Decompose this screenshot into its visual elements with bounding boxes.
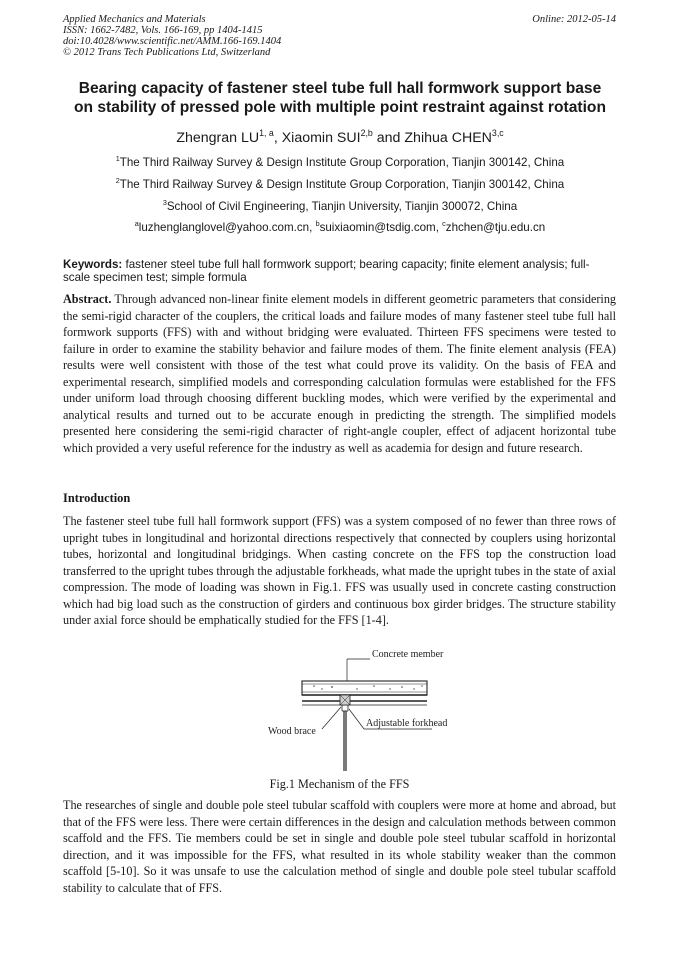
affiliation-text: The Third Railway Survey & Design Institute Group Corporation, Tianjin 300142, China [119, 156, 565, 169]
author-name: Xiaomin SUI [281, 130, 361, 146]
online-date: Online: 2012-05-14 [532, 14, 616, 25]
label-adjustable-forkhead: Adjustable forkhead [366, 718, 448, 729]
affiliation-sup: 2 [115, 175, 120, 185]
intro-paragraph-2: The researches of single and double pole steel tubular scaffold with couplers were more at home and abroad, but that of the FFS were less. There were certain differences in the design and calculation methods between common scaffold and the FFS. Tie members could be set in single and double pole steel tubular scaffold in horizontal direction, and it was impossible for the FFS, what resulted in its whole stability weaker than the common scaffold [5-10]. So it was unsafe to use the calculation method of single and double pole steel tubular scaffold stability to calculate that of FFS. [63, 798, 616, 895]
email-sup: c [442, 218, 446, 228]
author-name: Zhengran LU [176, 130, 260, 146]
figure-1 [262, 645, 462, 775]
keywords [63, 258, 616, 284]
affiliation-sup: 1 [115, 153, 120, 163]
label-concrete-member: Concrete member [372, 649, 444, 660]
author-sup: 2,b [360, 127, 373, 138]
concrete-aggregate [313, 685, 423, 690]
author-sup: 1, a [259, 127, 274, 138]
journal-header [63, 14, 616, 58]
abstract-text: Through advanced non-linear finite element models in different geometric parameters that considering the semi-rigid character of the couplers, the critical loads and failure modes of many fastener steel tube full hall formwork supports (FFS) with and without bridging were evaluated. Thirteen FFS specimens were tested to failure in order to examine the stability behavior and failure modes of them. The finite element analysis (FEA) results were well consistent with those of the test what could prove its validity. On the basis of FEA and experimental research, simplified models and corresponding calculation formulas were established for the FFS under uniform load through choosing different buckling modes, which were verified by the experimental and analytical results and turned out to be accurate enough in predicting the strength. The simplified models presented here considering the semi-rigid character of right-angle coupler, effect of adjacent horizontal tube which provided a very useful reference for the industry as well as academia for design and future research. [63, 292, 616, 455]
paper-title [40, 79, 640, 117]
intro-paragraph-1: The fastener steel tube full hall formwork support (FFS) was a system composed of no fewer than three rows of upright tubes in longitudinal and horizontal directions respectively that connected by couplers using horizontal tubes, horizontal and longitudinal bridgings. When casting concrete on the FFS top the construction load transferred to the upright tubes through the adjustable forkheads, what made the upright tubes in the state of axial compression. The mode of loading was shown in Fig.1. FFS was usually used in concrete casting construction which had big load such as the construction of girders and continuous box girder bridges. The structure stability under axial force should be emphatically studied for the FFS [1-4]. [63, 514, 616, 627]
author-and: and [376, 130, 401, 146]
email-list [40, 218, 640, 235]
copyright-line: © 2012 Trans Tech Publications Ltd, Switzerland [63, 47, 271, 58]
email-sup: a [134, 218, 139, 228]
figure-caption: Fig.1 Mechanism of the FFS [269, 777, 410, 791]
forkhead-diagram [340, 695, 350, 711]
issn-line: ISSN: 1662-7482, Vols. 166-169, pp 1404-1415 [63, 25, 263, 36]
affiliation-text: The Third Railway Survey & Design Institute Group Corporation, Tianjin 300142, China [119, 178, 565, 191]
author-sup: 3,c [491, 127, 504, 138]
affiliation [40, 175, 640, 192]
email-link[interactable]: suixiaomin@tsdig.com, [319, 221, 439, 234]
email-link[interactable]: zhchen@tju.edu.cn [445, 221, 546, 234]
title-line-2: on stability of pressed pole with multiple point restraint against rotation [74, 99, 606, 116]
email-link[interactable]: luzhenglanglovel@yahoo.com.cn, [138, 221, 313, 234]
abstract-label: Abstract. [63, 292, 112, 306]
affiliation-text: School of Civil Engineering, Tianjin University, Tianjin 300072, China [166, 200, 518, 213]
affiliation [40, 153, 640, 170]
abstract [63, 291, 616, 456]
upright-tube [344, 711, 346, 771]
label-wood-brace: Wood brace [268, 726, 316, 737]
affiliation [40, 197, 640, 214]
journal-name: Applied Mechanics and Materials [63, 14, 206, 25]
slab-diagram [302, 681, 427, 705]
affiliation-sup: 3 [162, 197, 167, 207]
keywords-label: Keywords: [63, 258, 123, 271]
author-name: Zhihua CHEN [404, 130, 492, 146]
keywords-text: fastener steel tube full hall formwork support; bearing capacity; finite element analysis; full-scale specimen test; simple formula [63, 258, 590, 284]
title-line-1: Bearing capacity of fastener steel tube full hall formwork support base [78, 80, 602, 97]
author-list: Zhengran LU$^{1, a}$, Xiaomin SUI$^{2,b}$ and Zhihua CHEN$^{3,c}$ [176, 127, 504, 146]
section-heading: Introduction [63, 491, 131, 505]
doi-line[interactable]: doi:10.4028/www.scientific.net/AMM.166-169.1404 [63, 36, 282, 47]
email-sup: b [315, 218, 320, 228]
